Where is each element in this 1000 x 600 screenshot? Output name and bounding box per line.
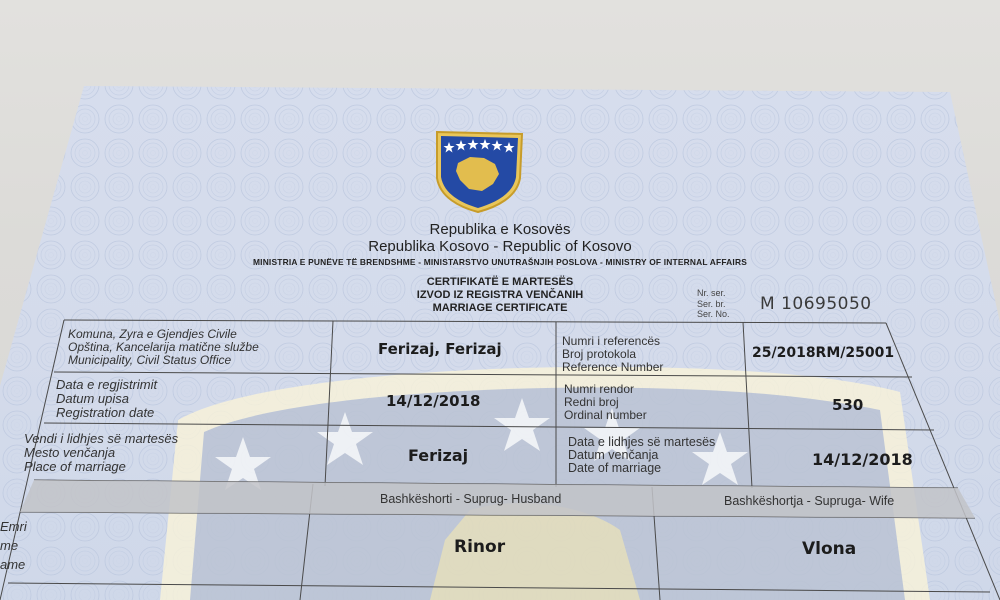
place-of-marriage-label: Vendi i lidhjes së martesës Mesto venčanja Place of marriage xyxy=(24,431,179,474)
municipality-value: Ferizaj, Ferizaj xyxy=(378,340,502,358)
reference-number-value: 25/2018RM/25001 xyxy=(752,345,895,361)
registration-date-value: 14/12/2018 xyxy=(386,392,481,410)
ordinal-number-value: 530 xyxy=(832,396,864,414)
republic-name-albanian: Republika e Kosovës xyxy=(429,221,571,238)
husband-name-value: Rinor xyxy=(454,537,506,557)
reference-label: Numri i referencës Broj protokola Reference Number xyxy=(562,334,664,374)
registration-date-label: Data e regjistrimit Datum upisa Registration date xyxy=(56,377,158,420)
serial-label-sq: Nr. ser. xyxy=(697,288,726,298)
wife-name-value: Vlona xyxy=(802,539,857,559)
ordinal-number-label: Numri rendor Redni broj Ordinal number xyxy=(564,382,647,422)
certificate-title-english: MARRIAGE CERTIFICATE xyxy=(432,302,568,314)
name-label: Emri me ame xyxy=(0,519,27,572)
certificate-title-serbian: IZVOD IZ REGISTRA VENČANIH xyxy=(416,289,584,301)
serial-label-sr: Ser. br. xyxy=(697,298,726,309)
municipality-label: Komuna, Zyra e Gjendjes Civile Opština, Kancelarija matične službe Municipality, Civil Status Office xyxy=(68,327,259,367)
date-of-marriage-label: Data e lidhjes së martesës Datum venčanja Date of marriage xyxy=(568,435,716,475)
place-of-marriage-value: Ferizaj xyxy=(408,446,469,465)
serial-label-en: Ser. No. xyxy=(697,309,730,319)
wife-column-header: Bashkëshortja - Supruga- Wife xyxy=(724,494,895,508)
serial-labels xyxy=(697,288,730,320)
ministry-line: MINISTRIA E PUNËVE TË BRENDSHME - MINISTARSTVO UNUTRAŠNJIH POSLOVA - MINISTRY OF INTERNAL AFFAIRS xyxy=(252,257,747,267)
certificate-title-albanian: CERTIFIKATË E MARTESËS xyxy=(426,276,574,288)
husband-column-header: Bashkëshorti - Suprug- Husband xyxy=(380,492,562,506)
republic-name-serbian-english: Republika Kosovo - Republic of Kosovo xyxy=(368,238,632,255)
serial-number: M 10695050 xyxy=(760,294,872,314)
date-of-marriage-value: 14/12/2018 xyxy=(812,450,913,469)
